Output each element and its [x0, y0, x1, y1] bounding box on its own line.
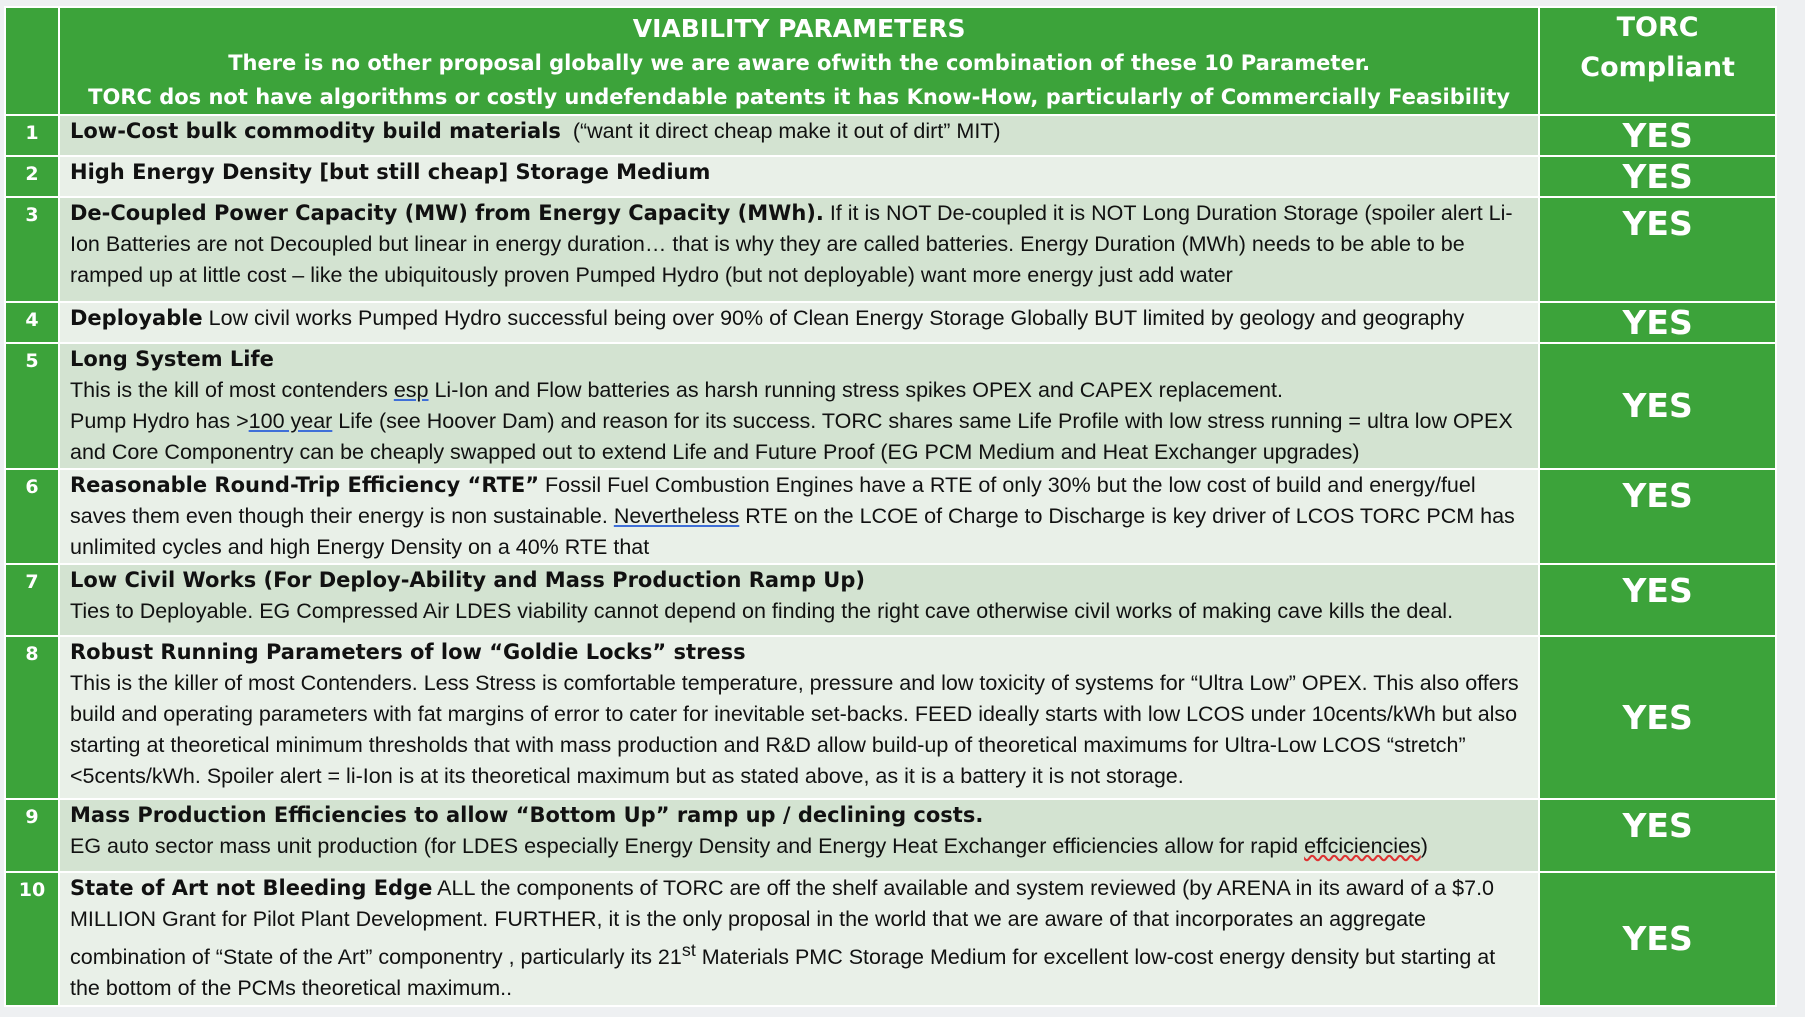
row-number: 1: [5, 115, 59, 156]
compliance-yes: YES: [1539, 636, 1776, 798]
row-description: [59, 115, 1539, 156]
superscript: st: [681, 939, 696, 960]
row-description: [59, 636, 1539, 798]
row-description: [59, 469, 1539, 564]
row-description: [59, 799, 1539, 872]
row-text: This is the killer of most Contenders. Less Stress is comfortable temperature, pressure and low toxicity of systems for “Ultra Low” OPEX. This also offers build and operating parameters with fat margins of error to cater for inevitable set-backs. FEED ideally starts with low LCOS under 10cents/kWh but also starting at theoretical minimum thresholds that with mass production and R&D allow build-up of theoretical maximums for Ultra-Low LCOS “stretch” <5cents/kWh. Spoiler alert = li-Ion is at its theoretical maximum but as stated above, as it is a battery it is not storage.: [70, 671, 1519, 789]
row-heading: Robust Running Parameters of low “Goldie Locks” stress: [70, 640, 746, 665]
table-row: [5, 115, 1776, 156]
table-row: [5, 156, 1776, 197]
table-subtitle-2: TORC dos not have algorithms or costly undefendable patents it has Know-How, particularly of Commercially Feasibility: [88, 85, 1511, 109]
row-heading: Mass Production Efficiencies to allow “Bottom Up” ramp up / declining costs.: [70, 802, 984, 827]
table-title: VIABILITY PARAMETERS: [632, 14, 966, 43]
row-text-part: Materials PMC Storage Medium for excellent low-cost energy density but starting at the bottom of the PCMs theoretical maximum..: [70, 944, 1496, 1000]
row-description: [59, 302, 1539, 343]
row-text: [70, 831, 1530, 862]
compliance-yes-label: YES: [1622, 805, 1693, 845]
compliance-yes: [1539, 799, 1776, 872]
compliance-yes: YES: [1539, 115, 1776, 156]
row-heading: State of Art not Bleeding Edge: [70, 875, 433, 900]
row-description: [59, 197, 1539, 301]
row-text-part: RTE on the LCOE of Charge to Discharge is key driver of LCOS TORC PCM has unlimited cycles and high Energy Density on a 40% RTE that: [70, 503, 1515, 559]
row-text-part: ): [1420, 833, 1428, 858]
row-text-line-2: [70, 406, 1530, 468]
compliance-yes: YES: [1539, 156, 1776, 197]
row-number: 9: [5, 799, 59, 872]
underlined-word: esp: [393, 377, 429, 402]
compliance-yes: [1539, 469, 1776, 564]
row-description: [59, 564, 1539, 636]
compliant-heading-line-1: TORC: [1616, 12, 1699, 43]
row-description: [59, 872, 1539, 1006]
row-heading: High Energy Density [but still cheap] Storage Medium: [70, 160, 711, 185]
row-heading: Deployable: [70, 305, 203, 330]
row-heading: Reasonable Round-Trip Efficiency “RTE”: [70, 472, 540, 497]
misspelled-word: effciciencies: [1304, 833, 1421, 858]
compliance-yes: YES: [1539, 343, 1776, 469]
row-number: 10: [5, 872, 59, 1006]
row-text-part: Pump Hydro has >: [70, 408, 249, 433]
underlined-word: Nevertheless: [613, 503, 740, 528]
compliant-heading-line-2: Compliant: [1580, 52, 1735, 83]
row-heading: Long System Life: [70, 346, 274, 371]
table-row: [5, 872, 1776, 1006]
compliance-yes: [1539, 197, 1776, 301]
compliance-yes-label: YES: [1622, 204, 1693, 244]
row-number: 7: [5, 564, 59, 636]
header-compliant-cell: [1539, 7, 1776, 115]
table-row: [5, 302, 1776, 343]
row-description: [59, 156, 1539, 197]
row-text-part: Li-Ion and Flow batteries as harsh running stress spikes OPEX and CAPEX replacement.: [428, 377, 1283, 402]
row-heading: Low-Cost bulk commodity build materials: [70, 119, 561, 144]
row-text-line-1: [70, 375, 1530, 406]
compliance-yes: YES: [1539, 302, 1776, 343]
row-number: 6: [5, 469, 59, 564]
row-number: 5: [5, 343, 59, 469]
row-heading: Low Civil Works (For Deploy-Ability and Mass Production Ramp Up): [70, 568, 865, 593]
table-row: [5, 799, 1776, 872]
table-row: [5, 197, 1776, 301]
row-text-part: Fossil Fuel Combustion Engines have a RTE of only 30% but the low cost of build and energy/fuel saves them even though their energy is non sustainable.: [70, 472, 1476, 528]
row-number: 8: [5, 636, 59, 798]
table-row: [5, 564, 1776, 636]
table-row: [5, 636, 1776, 798]
row-number: 4: [5, 302, 59, 343]
table-subtitle-1: There is no other proposal globally we are aware ofwith the combination of these 10 Parameter.: [228, 51, 1371, 75]
row-text: Low civil works Pumped Hydro successful being over 90% of Clean Energy Storage Globally BUT limited by geology and geography: [202, 305, 1465, 330]
header-title-cell: [59, 7, 1539, 115]
header-row: [5, 7, 1776, 115]
row-text-part: ALL the components of TORC are off the shelf available and system reviewed (by ARENA in its award of a $7.0 MILLION Grant for Pilot Plant Development. FURTHER, it is the only proposal in the world that we are aware of that incorporates an aggregate combination of “State of the Art” componentry , particularly its 21: [70, 875, 1495, 969]
compliance-yes: [1539, 564, 1776, 636]
row-number: 2: [5, 156, 59, 197]
compliance-yes-label: YES: [1622, 475, 1693, 515]
underlined-word: 100 year: [248, 408, 333, 433]
row-text: If it is NOT De-coupled it is NOT Long Duration Storage (spoiler alert Li-Ion Batteries are not Decoupled but linear in energy duration… that is why they are called batteries. Energy Duration (MWh) needs to be able to be ramped up at little cost – like the ubiquitously proven Pumped Hydro (but not deployable) want more energy just add water: [70, 201, 1513, 288]
header-number-cell: [5, 7, 59, 115]
compliance-yes-label: YES: [1622, 571, 1693, 611]
row-text-part: Life (see Hoover Dam) and reason for its success. TORC shares same Life Profile with low stress running = ultra low OPEX and Core Componentry can be cheaply swapped out to extend Life and Future Proof (EG PCM Medium and Heat Exchanger upgrades): [70, 408, 1513, 464]
row-description: [59, 343, 1539, 469]
table-row: [5, 343, 1776, 469]
row-text: Ties to Deployable. EG Compressed Air LDES viability cannot depend on finding the right cave otherwise civil works of making cave kills the deal.: [70, 599, 1454, 624]
table-row: [5, 469, 1776, 564]
compliance-yes: YES: [1539, 872, 1776, 1006]
row-heading: De-Coupled Power Capacity (MW) from Energy Capacity (MWh).: [70, 201, 824, 226]
row-text-part: EG auto sector mass unit production (for LDES especially Energy Density and Energy Heat Exchanger efficiencies allow for rapid: [70, 833, 1305, 858]
row-number: 3: [5, 197, 59, 301]
row-text-part: This is the kill of most contenders: [70, 377, 394, 402]
viability-parameters-table: [4, 6, 1777, 1007]
row-text: (“want it direct cheap make it out of dirt” MIT): [560, 119, 1001, 144]
